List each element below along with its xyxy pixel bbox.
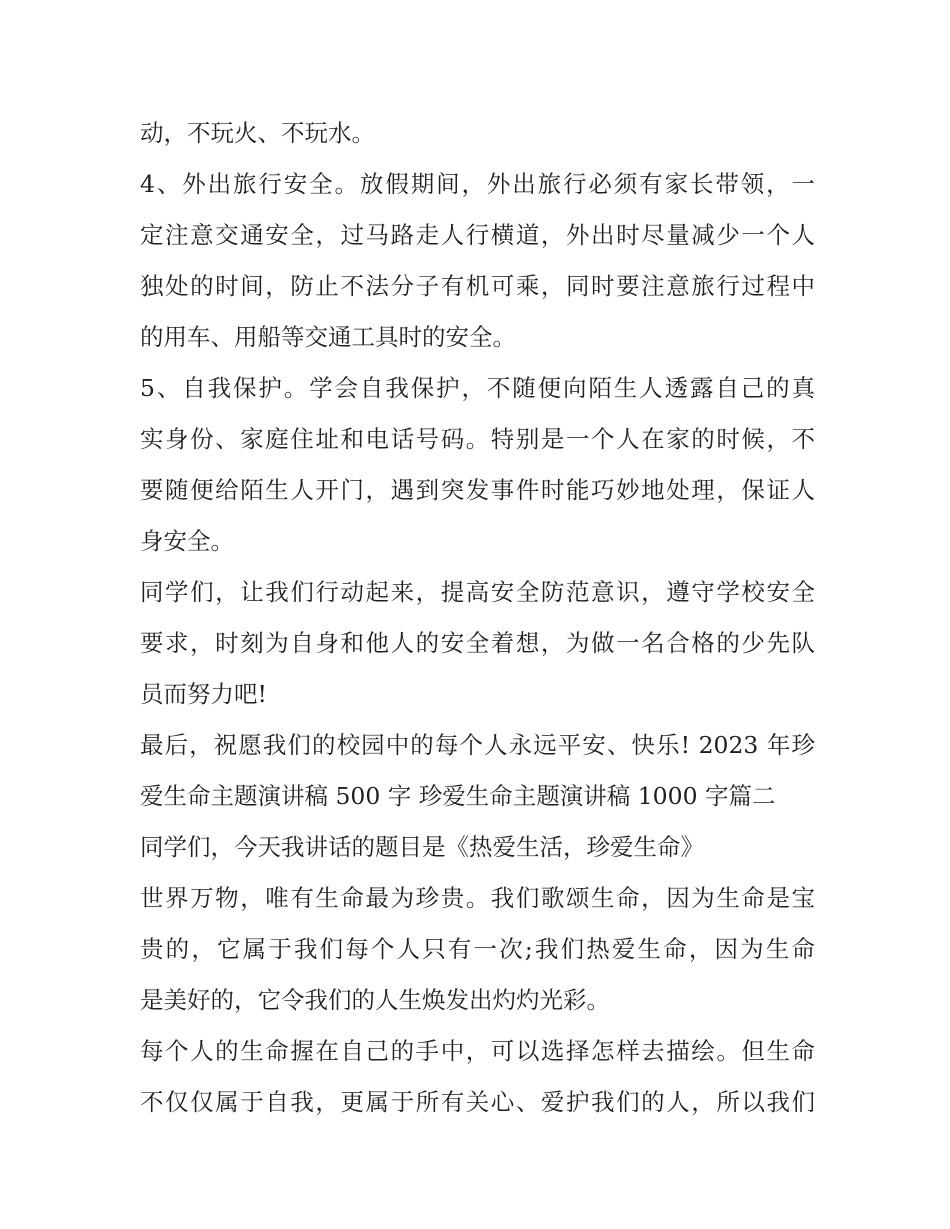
text-line: 5、自我保护。学会自我保护，不随便向陌生人透露自己的真: [140, 374, 815, 402]
text-line: 世界万物，唯有生命最为珍贵。我们歌颂生命，因为生命是宝: [140, 884, 815, 912]
text-line: 爱生命主题演讲稿 500 字 珍爱生命主题演讲稿 1000 字篇二: [140, 782, 776, 810]
text-line: 身安全。: [140, 527, 234, 555]
text-line: 定注意交通安全，过马路走人行横道，外出时尽量减少一个人: [140, 221, 815, 249]
text-line: 要求，时刻为自身和他人的安全着想，为做一名合格的少先队: [140, 629, 815, 657]
text-line: 不仅仅属于自我，更属于所有关心、爱护我们的人，所以我们: [140, 1088, 815, 1116]
text-line: 同学们，今天我讲话的题目是《热爱生活，珍爱生命》: [140, 833, 704, 861]
text-line: 是美好的，它令我们的人生焕发出灼灼光彩。: [140, 986, 610, 1014]
text-line: 独处的时间，防止不法分子有机可乘，同时要注意旅行过程中: [140, 272, 815, 300]
text-line: 的用车、用船等交通工具时的安全。: [140, 323, 516, 351]
text-line: 动，不玩火、不玩水。: [140, 119, 375, 147]
text-line: 要随便给陌生人开门，遇到突发事件时能巧妙地处理，保证人: [140, 476, 815, 504]
text-line: 最后，祝愿我们的校园中的每个人永远平安、快乐! 2023 年珍: [140, 731, 815, 759]
text-line: 同学们，让我们行动起来，提高安全防范意识，遵守学校安全: [140, 578, 815, 606]
text-line: 每个人的生命握在自己的手中，可以选择怎样去描绘。但生命: [140, 1037, 815, 1065]
document-body: [140, 108, 815, 1128]
text-line: 4、外出旅行安全。放假期间，外出旅行必须有家长带领，一: [140, 170, 815, 198]
text-line: 贵的，它属于我们每个人只有一次;我们热爱生命，因为生命: [140, 935, 815, 963]
text-line: 实身份、家庭住址和电话号码。特别是一个人在家的时候，不: [140, 425, 815, 453]
text-line: 员而努力吧!: [140, 680, 267, 708]
